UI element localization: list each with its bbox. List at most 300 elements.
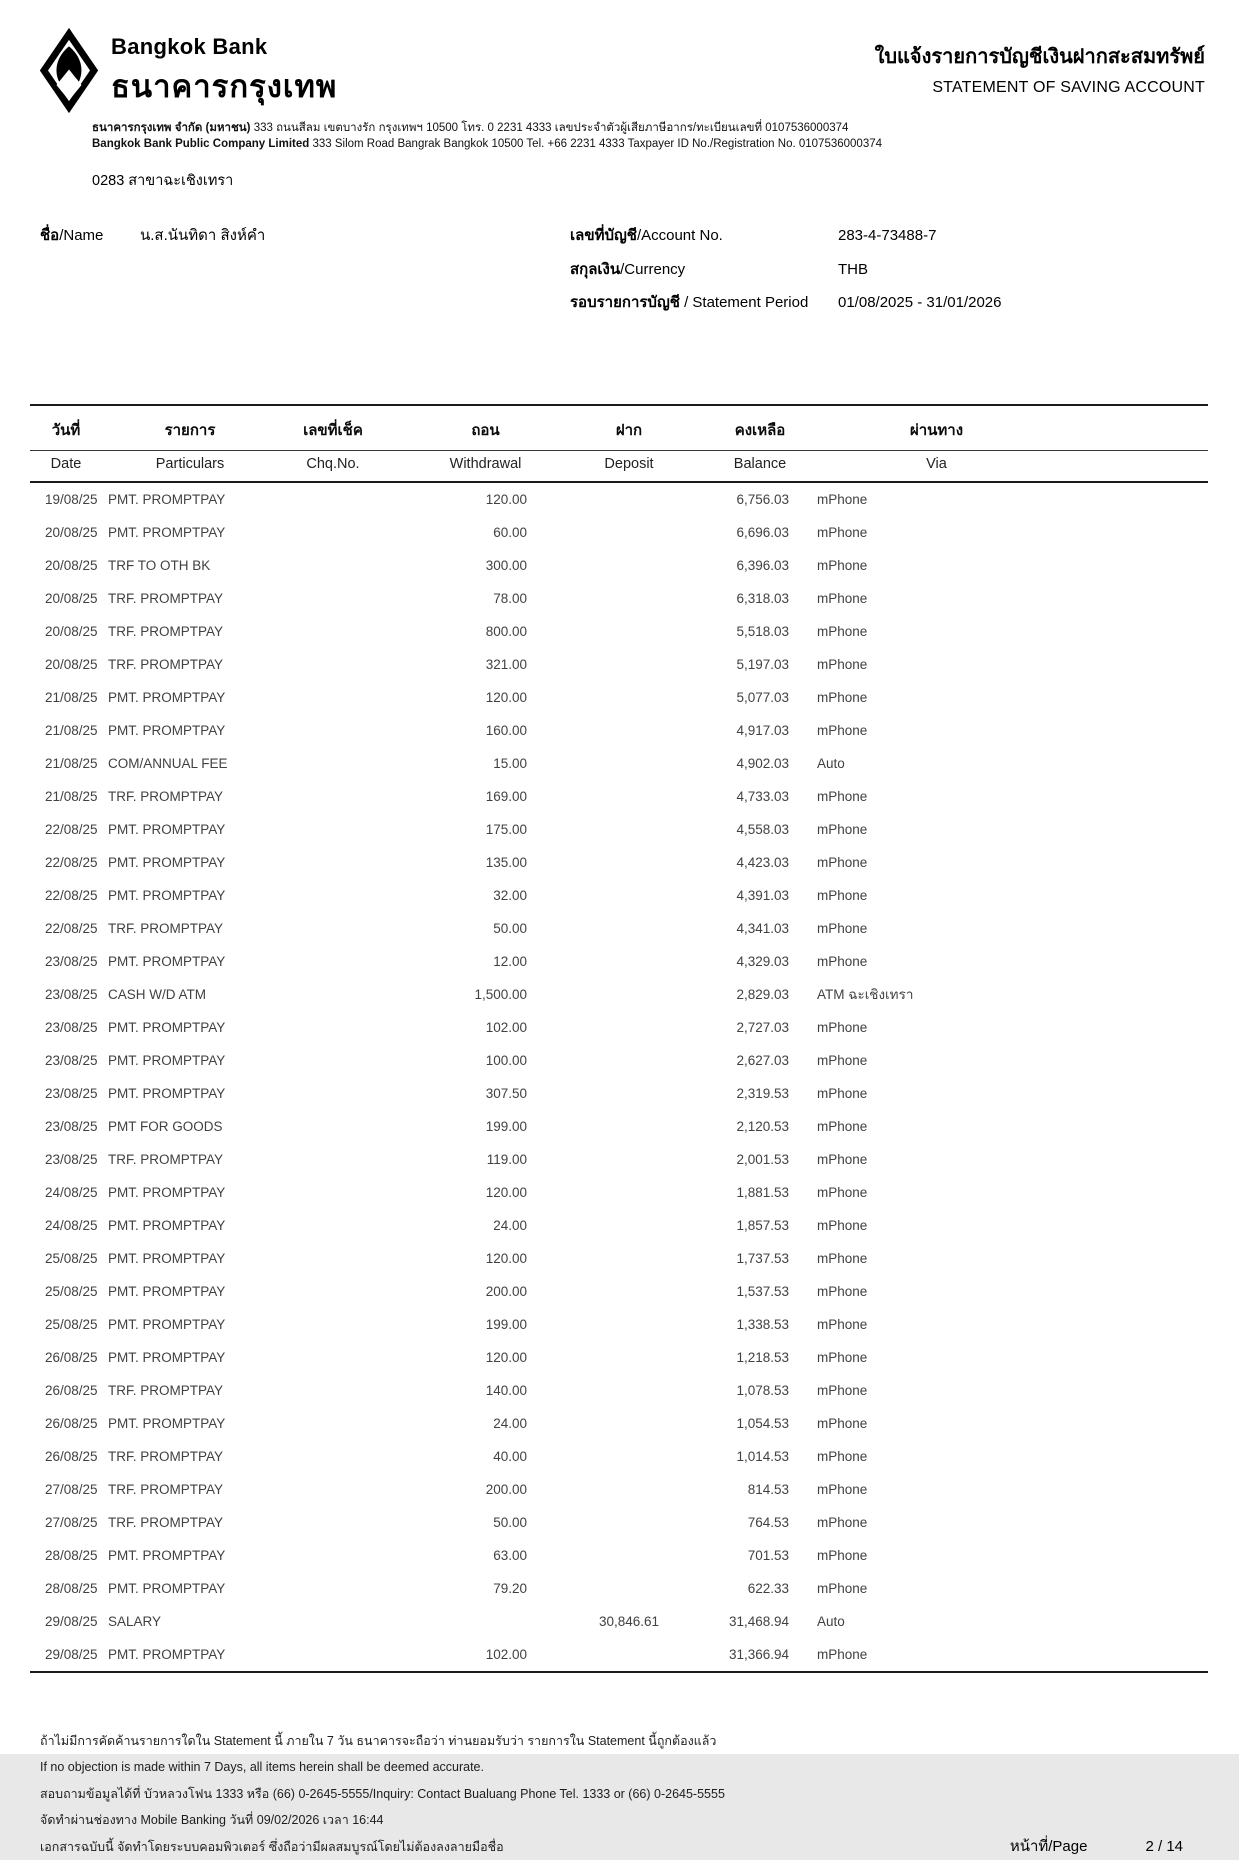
cell-via: mPhone bbox=[795, 1044, 1208, 1077]
cell-withdrawal: 800.00 bbox=[398, 615, 533, 648]
cell-chq bbox=[298, 1143, 398, 1176]
account-info bbox=[40, 219, 1205, 320]
cell-via: mPhone bbox=[795, 1242, 1208, 1275]
cell-date: 20/08/25 bbox=[30, 516, 102, 549]
cell-chq bbox=[298, 780, 398, 813]
cell-chq bbox=[298, 1044, 398, 1077]
bank-name-th: ธนาคารกรุงเทพ bbox=[111, 61, 337, 111]
cell-date: 27/08/25 bbox=[30, 1506, 102, 1539]
cell-withdrawal: 120.00 bbox=[398, 1341, 533, 1374]
cell-particulars: TRF. PROMPTPAY bbox=[102, 1143, 298, 1176]
cell-chq bbox=[298, 714, 398, 747]
table-row bbox=[30, 1044, 1208, 1077]
cell-particulars: COM/ANNUAL FEE bbox=[102, 747, 298, 780]
table-row bbox=[30, 846, 1208, 879]
cell-date: 25/08/25 bbox=[30, 1242, 102, 1275]
cell-chq bbox=[298, 1242, 398, 1275]
table-row bbox=[30, 681, 1208, 714]
column-header-chq-en: Chq.No. bbox=[298, 450, 398, 482]
cell-chq bbox=[298, 1440, 398, 1473]
cell-withdrawal: 100.00 bbox=[398, 1044, 533, 1077]
cell-chq bbox=[298, 978, 398, 1011]
cell-chq bbox=[298, 1275, 398, 1308]
bank-address bbox=[92, 120, 1239, 152]
cell-particulars: PMT. PROMPTPAY bbox=[102, 813, 298, 846]
cell-chq bbox=[298, 747, 398, 780]
cell-particulars: PMT. PROMPTPAY bbox=[102, 1209, 298, 1242]
cell-chq bbox=[298, 648, 398, 681]
cell-particulars: PMT. PROMPTPAY bbox=[102, 1572, 298, 1605]
cell-deposit bbox=[533, 879, 665, 912]
cell-deposit: 30,846.61 bbox=[533, 1605, 665, 1638]
cell-withdrawal bbox=[398, 1605, 533, 1638]
cell-balance: 2,120.53 bbox=[665, 1110, 795, 1143]
cell-balance: 1,014.53 bbox=[665, 1440, 795, 1473]
table-row bbox=[30, 747, 1208, 780]
cell-deposit bbox=[533, 549, 665, 582]
cell-withdrawal: 12.00 bbox=[398, 945, 533, 978]
cell-chq bbox=[298, 1407, 398, 1440]
column-header-date-en: Date bbox=[30, 450, 102, 482]
cell-particulars: SALARY bbox=[102, 1605, 298, 1638]
cell-particulars: TRF. PROMPTPAY bbox=[102, 1440, 298, 1473]
cell-withdrawal: 63.00 bbox=[398, 1539, 533, 1572]
table-row bbox=[30, 1209, 1208, 1242]
cell-balance: 1,078.53 bbox=[665, 1374, 795, 1407]
cell-withdrawal: 78.00 bbox=[398, 582, 533, 615]
cell-withdrawal: 120.00 bbox=[398, 1176, 533, 1209]
bangkok-bank-lotus-logo-icon bbox=[40, 30, 98, 116]
cell-withdrawal: 160.00 bbox=[398, 714, 533, 747]
cell-deposit bbox=[533, 1572, 665, 1605]
cell-withdrawal: 50.00 bbox=[398, 1506, 533, 1539]
cell-date: 28/08/25 bbox=[30, 1572, 102, 1605]
column-header-balance-en: Balance bbox=[665, 450, 795, 482]
cell-withdrawal: 32.00 bbox=[398, 879, 533, 912]
table-row bbox=[30, 1242, 1208, 1275]
cell-particulars: TRF. PROMPTPAY bbox=[102, 912, 298, 945]
cell-date: 26/08/25 bbox=[30, 1341, 102, 1374]
cell-particulars: PMT. PROMPTPAY bbox=[102, 1407, 298, 1440]
cell-date: 24/08/25 bbox=[30, 1176, 102, 1209]
cell-withdrawal: 50.00 bbox=[398, 912, 533, 945]
statement-period-value: 01/08/2025 - 31/01/2026 bbox=[838, 286, 1205, 320]
cell-withdrawal: 321.00 bbox=[398, 648, 533, 681]
cell-date: 25/08/25 bbox=[30, 1308, 102, 1341]
cell-particulars: TRF. PROMPTPAY bbox=[102, 780, 298, 813]
cell-via: mPhone bbox=[795, 1275, 1208, 1308]
account-number-label: เลขที่บัญชี/Account No. bbox=[570, 219, 838, 253]
cell-withdrawal: 120.00 bbox=[398, 681, 533, 714]
cell-balance: 31,366.94 bbox=[665, 1638, 795, 1672]
cell-balance: 5,518.03 bbox=[665, 615, 795, 648]
cell-withdrawal: 200.00 bbox=[398, 1275, 533, 1308]
cell-deposit bbox=[533, 846, 665, 879]
cell-deposit bbox=[533, 1341, 665, 1374]
cell-particulars: TRF. PROMPTPAY bbox=[102, 648, 298, 681]
cell-particulars: TRF. PROMPTPAY bbox=[102, 615, 298, 648]
cell-balance: 5,197.03 bbox=[665, 648, 795, 681]
cell-deposit bbox=[533, 1077, 665, 1110]
cell-deposit bbox=[533, 1407, 665, 1440]
table-row bbox=[30, 1407, 1208, 1440]
table-row bbox=[30, 549, 1208, 582]
cell-deposit bbox=[533, 615, 665, 648]
column-header-via-en: Via bbox=[795, 450, 1208, 482]
cell-via: mPhone bbox=[795, 879, 1208, 912]
cell-deposit bbox=[533, 1275, 665, 1308]
cell-via: mPhone bbox=[795, 714, 1208, 747]
cell-balance: 4,917.03 bbox=[665, 714, 795, 747]
footer-line: จัดทำผ่านช่องทาง Mobile Banking วันที่ 09/02/2026 เวลา 16:44 bbox=[40, 1807, 1209, 1834]
cell-deposit bbox=[533, 1539, 665, 1572]
table-row bbox=[30, 1275, 1208, 1308]
cell-deposit bbox=[533, 1143, 665, 1176]
cell-balance: 1,218.53 bbox=[665, 1341, 795, 1374]
cell-date: 28/08/25 bbox=[30, 1539, 102, 1572]
cell-chq bbox=[298, 1176, 398, 1209]
cell-particulars: TRF. PROMPTPAY bbox=[102, 582, 298, 615]
cell-deposit bbox=[533, 714, 665, 747]
cell-via: mPhone bbox=[795, 1143, 1208, 1176]
cell-date: 23/08/25 bbox=[30, 1143, 102, 1176]
cell-date: 27/08/25 bbox=[30, 1473, 102, 1506]
cell-balance: 2,627.03 bbox=[665, 1044, 795, 1077]
footer-last-line bbox=[40, 1834, 1209, 1860]
cell-deposit bbox=[533, 1176, 665, 1209]
table-row bbox=[30, 1506, 1208, 1539]
bank-address-line-en: Bangkok Bank Public Company Limited 333 Silom Road Bangrak Bangkok 10500 Tel. +66 2231 4333 Taxpayer ID No./Registration No. 0107536000374 bbox=[92, 136, 1239, 152]
cell-withdrawal: 120.00 bbox=[398, 1242, 533, 1275]
cell-particulars: TRF TO OTH BK bbox=[102, 549, 298, 582]
cell-withdrawal: 102.00 bbox=[398, 1638, 533, 1672]
cell-withdrawal: 102.00 bbox=[398, 1011, 533, 1044]
cell-withdrawal: 140.00 bbox=[398, 1374, 533, 1407]
column-header-balance-th: คงเหลือ bbox=[665, 405, 795, 451]
cell-via: mPhone bbox=[795, 1473, 1208, 1506]
table-row bbox=[30, 516, 1208, 549]
cell-balance: 622.33 bbox=[665, 1572, 795, 1605]
column-header-deposit-en: Deposit bbox=[533, 450, 665, 482]
cell-date: 21/08/25 bbox=[30, 747, 102, 780]
statement-period-label: รอบรายการบัญชี / Statement Period bbox=[570, 286, 838, 320]
cell-date: 20/08/25 bbox=[30, 582, 102, 615]
cell-deposit bbox=[533, 482, 665, 516]
name-label: ชื่อ/Name bbox=[40, 219, 140, 253]
cell-date: 22/08/25 bbox=[30, 912, 102, 945]
cell-chq bbox=[298, 813, 398, 846]
footer-line: เอกสารฉบับนี้ จัดทำโดยระบบคอมพิวเตอร์ ซึ่งถือว่ามีผลสมบูรณ์โดยไม่ต้องลงลายมือชื่อ bbox=[40, 1834, 504, 1860]
header-row-th bbox=[30, 405, 1208, 451]
cell-via: mPhone bbox=[795, 912, 1208, 945]
cell-deposit bbox=[533, 780, 665, 813]
cell-balance: 701.53 bbox=[665, 1539, 795, 1572]
footer-line: If no objection is made within 7 Days, all items herein shall be deemed accurate. bbox=[40, 1754, 1209, 1781]
document-title-th: ใบแจ้งรายการบัญชีเงินฝากสะสมทรัพย์ bbox=[875, 40, 1205, 72]
page-label: หน้าที่/Page bbox=[1010, 1838, 1088, 1855]
table-row bbox=[30, 1605, 1208, 1638]
cell-particulars: PMT. PROMPTPAY bbox=[102, 1044, 298, 1077]
cell-via: mPhone bbox=[795, 1638, 1208, 1672]
cell-balance: 5,077.03 bbox=[665, 681, 795, 714]
currency-label: สกุลเงิน/Currency bbox=[570, 253, 838, 287]
cell-withdrawal: 24.00 bbox=[398, 1407, 533, 1440]
cell-deposit bbox=[533, 1638, 665, 1672]
cell-deposit bbox=[533, 1209, 665, 1242]
table-row bbox=[30, 1143, 1208, 1176]
cell-via: mPhone bbox=[795, 516, 1208, 549]
cell-deposit bbox=[533, 945, 665, 978]
cell-via: mPhone bbox=[795, 1176, 1208, 1209]
cell-deposit bbox=[533, 912, 665, 945]
cell-balance: 2,319.53 bbox=[665, 1077, 795, 1110]
table-row bbox=[30, 1440, 1208, 1473]
table-row bbox=[30, 1077, 1208, 1110]
column-header-via-th: ผ่านทาง bbox=[795, 405, 1208, 451]
cell-particulars: PMT. PROMPTPAY bbox=[102, 1341, 298, 1374]
cell-date: 23/08/25 bbox=[30, 1011, 102, 1044]
table-row bbox=[30, 813, 1208, 846]
cell-deposit bbox=[533, 1506, 665, 1539]
cell-via: Auto bbox=[795, 747, 1208, 780]
cell-via: mPhone bbox=[795, 681, 1208, 714]
cell-chq bbox=[298, 1638, 398, 1672]
statement-table-head bbox=[30, 405, 1208, 482]
cell-balance: 1,737.53 bbox=[665, 1242, 795, 1275]
cell-particulars: PMT. PROMPTPAY bbox=[102, 482, 298, 516]
cell-date: 29/08/25 bbox=[30, 1605, 102, 1638]
bank-logo-block bbox=[40, 30, 337, 116]
cell-chq bbox=[298, 912, 398, 945]
cell-balance: 764.53 bbox=[665, 1506, 795, 1539]
footer-line: ถ้าไม่มีการคัดค้านรายการใดใน Statement นี้ ภายใน 7 วัน ธนาคารจะถือว่า ท่านยอมรับว่า รายการใน Statement นี้ถูกต้องแล้ว bbox=[40, 1728, 1209, 1755]
cell-via: mPhone bbox=[795, 1110, 1208, 1143]
cell-via: mPhone bbox=[795, 846, 1208, 879]
cell-via: mPhone bbox=[795, 549, 1208, 582]
page-indicator bbox=[1010, 1834, 1209, 1860]
cell-withdrawal: 199.00 bbox=[398, 1308, 533, 1341]
cell-chq bbox=[298, 1110, 398, 1143]
cell-via: mPhone bbox=[795, 780, 1208, 813]
cell-deposit bbox=[533, 1473, 665, 1506]
cell-deposit bbox=[533, 978, 665, 1011]
table-row bbox=[30, 582, 1208, 615]
account-number-value: 283-4-73488-7 bbox=[838, 219, 1205, 253]
cell-chq bbox=[298, 1473, 398, 1506]
cell-date: 26/08/25 bbox=[30, 1407, 102, 1440]
column-header-particulars-th: รายการ bbox=[102, 405, 298, 451]
cell-date: 23/08/25 bbox=[30, 945, 102, 978]
cell-via: mPhone bbox=[795, 1341, 1208, 1374]
cell-balance: 6,756.03 bbox=[665, 482, 795, 516]
statement-header bbox=[0, 0, 1239, 116]
cell-via: mPhone bbox=[795, 813, 1208, 846]
table-row bbox=[30, 1308, 1208, 1341]
name-value: น.ส.นันทิดา สิงห์คำ bbox=[140, 219, 570, 253]
column-header-withdrawal-th: ถอน bbox=[398, 405, 533, 451]
cell-via: mPhone bbox=[795, 1011, 1208, 1044]
statement-table bbox=[30, 404, 1208, 1673]
table-row bbox=[30, 615, 1208, 648]
cell-deposit bbox=[533, 1242, 665, 1275]
cell-withdrawal: 175.00 bbox=[398, 813, 533, 846]
cell-date: 23/08/25 bbox=[30, 1110, 102, 1143]
cell-via: mPhone bbox=[795, 1077, 1208, 1110]
cell-date: 20/08/25 bbox=[30, 615, 102, 648]
cell-via: mPhone bbox=[795, 615, 1208, 648]
cell-balance: 1,338.53 bbox=[665, 1308, 795, 1341]
cell-date: 20/08/25 bbox=[30, 648, 102, 681]
column-header-deposit-th: ฝาก bbox=[533, 405, 665, 451]
table-row bbox=[30, 1638, 1208, 1672]
table-row bbox=[30, 1374, 1208, 1407]
table-row bbox=[30, 912, 1208, 945]
cell-particulars: TRF. PROMPTPAY bbox=[102, 1473, 298, 1506]
cell-chq bbox=[298, 1077, 398, 1110]
cell-withdrawal: 120.00 bbox=[398, 482, 533, 516]
cell-chq bbox=[298, 1209, 398, 1242]
table-row bbox=[30, 1341, 1208, 1374]
cell-particulars: PMT. PROMPTPAY bbox=[102, 1638, 298, 1672]
cell-date: 23/08/25 bbox=[30, 1044, 102, 1077]
cell-chq bbox=[298, 1374, 398, 1407]
cell-date: 23/08/25 bbox=[30, 978, 102, 1011]
cell-balance: 6,396.03 bbox=[665, 549, 795, 582]
cell-deposit bbox=[533, 582, 665, 615]
statement-footer bbox=[40, 1728, 1209, 1860]
cell-particulars: PMT. PROMPTPAY bbox=[102, 1242, 298, 1275]
cell-balance: 4,341.03 bbox=[665, 912, 795, 945]
cell-balance: 6,696.03 bbox=[665, 516, 795, 549]
table-row bbox=[30, 1110, 1208, 1143]
footer-line: สอบถามข้อมูลได้ที่ บัวหลวงโฟน 1333 หรือ (66) 0-2645-5555/Inquiry: Contact Bualuang Phone Tel. 1333 or (66) 0-2645-5555 bbox=[40, 1781, 1209, 1808]
table-row bbox=[30, 879, 1208, 912]
cell-via: mPhone bbox=[795, 1209, 1208, 1242]
cell-particulars: PMT. PROMPTPAY bbox=[102, 879, 298, 912]
cell-chq bbox=[298, 549, 398, 582]
cell-particulars: PMT. PROMPTPAY bbox=[102, 681, 298, 714]
cell-chq bbox=[298, 846, 398, 879]
currency-field bbox=[570, 253, 1205, 287]
cell-date: 24/08/25 bbox=[30, 1209, 102, 1242]
cell-chq bbox=[298, 1605, 398, 1638]
cell-date: 22/08/25 bbox=[30, 879, 102, 912]
cell-deposit bbox=[533, 1044, 665, 1077]
cell-chq bbox=[298, 681, 398, 714]
cell-via: mPhone bbox=[795, 1440, 1208, 1473]
cell-withdrawal: 79.20 bbox=[398, 1572, 533, 1605]
cell-date: 20/08/25 bbox=[30, 549, 102, 582]
table-row bbox=[30, 648, 1208, 681]
cell-withdrawal: 24.00 bbox=[398, 1209, 533, 1242]
cell-via: mPhone bbox=[795, 1572, 1208, 1605]
cell-chq bbox=[298, 1506, 398, 1539]
cell-withdrawal: 119.00 bbox=[398, 1143, 533, 1176]
account-number-field bbox=[570, 219, 1205, 253]
cell-chq bbox=[298, 582, 398, 615]
cell-balance: 4,558.03 bbox=[665, 813, 795, 846]
cell-via: mPhone bbox=[795, 1407, 1208, 1440]
document-title-en: STATEMENT OF SAVING ACCOUNT bbox=[875, 79, 1205, 97]
cell-particulars: PMT. PROMPTPAY bbox=[102, 945, 298, 978]
cell-date: 19/08/25 bbox=[30, 482, 102, 516]
cell-date: 21/08/25 bbox=[30, 714, 102, 747]
table-row bbox=[30, 1176, 1208, 1209]
bank-name-en: Bangkok Bank bbox=[111, 34, 337, 60]
cell-date: 21/08/25 bbox=[30, 780, 102, 813]
cell-particulars: PMT. PROMPTPAY bbox=[102, 714, 298, 747]
table-row bbox=[30, 1539, 1208, 1572]
cell-date: 26/08/25 bbox=[30, 1374, 102, 1407]
currency-value: THB bbox=[838, 253, 1205, 287]
cell-particulars: PMT FOR GOODS bbox=[102, 1110, 298, 1143]
cell-balance: 31,468.94 bbox=[665, 1605, 795, 1638]
statement-table-body bbox=[30, 482, 1208, 1672]
cell-deposit bbox=[533, 1011, 665, 1044]
cell-withdrawal: 15.00 bbox=[398, 747, 533, 780]
table-row bbox=[30, 1572, 1208, 1605]
cell-balance: 4,329.03 bbox=[665, 945, 795, 978]
cell-chq bbox=[298, 1011, 398, 1044]
cell-date: 26/08/25 bbox=[30, 1440, 102, 1473]
header-row-en bbox=[30, 450, 1208, 482]
cell-chq bbox=[298, 482, 398, 516]
table-row bbox=[30, 978, 1208, 1011]
cell-chq bbox=[298, 1341, 398, 1374]
bank-logotype bbox=[111, 30, 337, 111]
table-row bbox=[30, 780, 1208, 813]
cell-via: mPhone bbox=[795, 945, 1208, 978]
cell-withdrawal: 307.50 bbox=[398, 1077, 533, 1110]
cell-balance: 1,857.53 bbox=[665, 1209, 795, 1242]
cell-balance: 4,733.03 bbox=[665, 780, 795, 813]
cell-date: 22/08/25 bbox=[30, 846, 102, 879]
cell-deposit bbox=[533, 813, 665, 846]
cell-chq bbox=[298, 1308, 398, 1341]
cell-balance: 4,902.03 bbox=[665, 747, 795, 780]
cell-balance: 2,727.03 bbox=[665, 1011, 795, 1044]
cell-deposit bbox=[533, 1308, 665, 1341]
cell-balance: 1,054.53 bbox=[665, 1407, 795, 1440]
cell-deposit bbox=[533, 648, 665, 681]
cell-chq bbox=[298, 516, 398, 549]
cell-deposit bbox=[533, 1110, 665, 1143]
cell-particulars: PMT. PROMPTPAY bbox=[102, 1077, 298, 1110]
cell-balance: 1,537.53 bbox=[665, 1275, 795, 1308]
cell-date: 25/08/25 bbox=[30, 1275, 102, 1308]
cell-withdrawal: 199.00 bbox=[398, 1110, 533, 1143]
cell-via: mPhone bbox=[795, 1539, 1208, 1572]
column-header-withdrawal-en: Withdrawal bbox=[398, 450, 533, 482]
cell-particulars: PMT. PROMPTPAY bbox=[102, 1539, 298, 1572]
column-header-particulars-en: Particulars bbox=[102, 450, 298, 482]
cell-balance: 2,829.03 bbox=[665, 978, 795, 1011]
cell-withdrawal: 1,500.00 bbox=[398, 978, 533, 1011]
cell-balance: 4,391.03 bbox=[665, 879, 795, 912]
cell-via: mPhone bbox=[795, 1374, 1208, 1407]
cell-via: mPhone bbox=[795, 1506, 1208, 1539]
cell-particulars: CASH W/D ATM bbox=[102, 978, 298, 1011]
cell-particulars: PMT. PROMPTPAY bbox=[102, 1275, 298, 1308]
statement-period-field bbox=[570, 286, 1205, 320]
branch-name: 0283 สาขาฉะเชิงเทรา bbox=[92, 169, 1239, 192]
cell-deposit bbox=[533, 1440, 665, 1473]
cell-particulars: TRF. PROMPTPAY bbox=[102, 1374, 298, 1407]
cell-withdrawal: 135.00 bbox=[398, 846, 533, 879]
cell-deposit bbox=[533, 747, 665, 780]
document-title bbox=[875, 30, 1205, 116]
cell-withdrawal: 60.00 bbox=[398, 516, 533, 549]
